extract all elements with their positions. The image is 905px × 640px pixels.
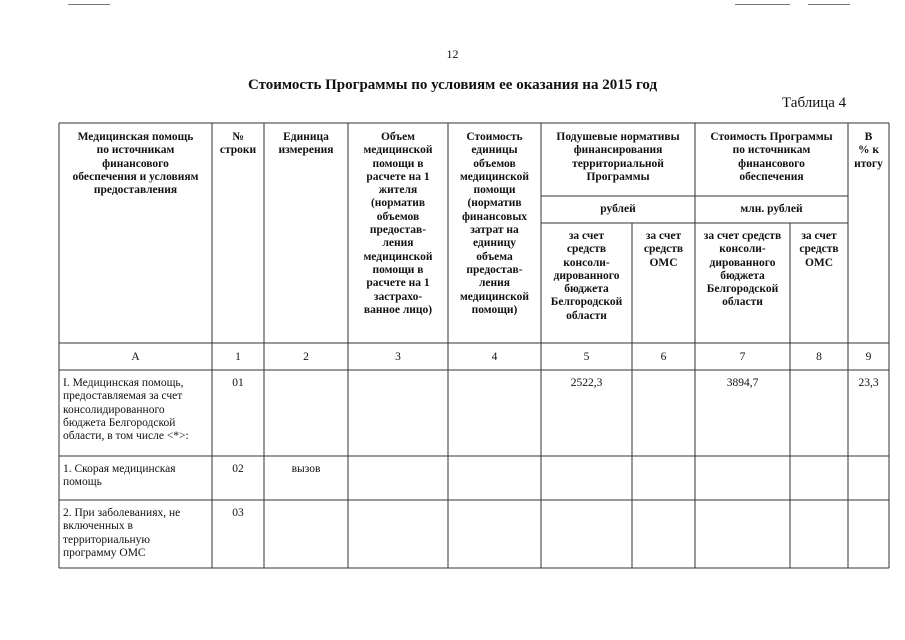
row-01-line-number: 01 xyxy=(232,377,244,389)
header-program-cost-group: Стоимость Программы по источникам финансового обеспечения xyxy=(710,131,833,183)
row-03-name: 2. При заболеваниях, не включенных в территориальную программу ОМС xyxy=(63,507,181,559)
table-label: Таблица 4 xyxy=(782,95,847,111)
document-title: Стоимость Программы по условиям ее оказания на 2015 год xyxy=(247,77,658,93)
header-per-capita-budget: за счет средств консоли- дированного бюджета Белгородской области xyxy=(550,230,623,322)
row-03-line-number: 03 xyxy=(232,507,244,519)
column-number-3: 3 xyxy=(395,351,401,363)
page-number: 12 xyxy=(446,47,459,61)
header-unit-rubles: рублей xyxy=(600,203,636,215)
header-unit-cost: Стоимость единицы объемов медицинской помощи (норматив финансовых затрат на единицу объема предостав- ления медицинской помощи) xyxy=(459,131,530,316)
column-number-5: 5 xyxy=(583,351,590,363)
scan-mark-left xyxy=(68,4,110,5)
scan-mark-right-2 xyxy=(808,4,850,5)
row-01-cost-budget: 3894,7 xyxy=(726,377,759,389)
column-number-8: 8 xyxy=(816,351,822,363)
column-number-2: 2 xyxy=(303,351,309,363)
header-unit-mln-rubles: млн. рублей xyxy=(740,203,803,215)
header-cost-oms: за счет средств ОМС xyxy=(799,230,839,269)
header-line-number: № строки xyxy=(219,131,257,157)
column-number-9: 9 xyxy=(865,351,872,363)
row-02-name: 1. Скорая медицинская помощь xyxy=(63,463,176,489)
header-source-conditions: Медицинская помощь по источникам финансового обеспечения и условиям предоставления xyxy=(72,131,199,197)
column-number-4: 4 xyxy=(491,351,498,363)
header-percent-total: В % к итогу xyxy=(854,131,883,170)
row-01-per-capita-budget: 2522,3 xyxy=(570,377,603,389)
header-volume: Объем медицинской помощи в расчете на 1 жителя (норматив объемов предостав- ления медицинской помощи в расчете на 1 застрахо- ванное лицо) xyxy=(363,131,433,316)
header-per-capita-oms: за счет средств ОМС xyxy=(643,230,684,269)
column-number-7: 7 xyxy=(739,351,746,363)
header-per-capita-group: Подушевые нормативы финансирования территориальной Программы xyxy=(556,131,680,183)
column-number-1: 1 xyxy=(235,351,241,363)
column-number-6: 6 xyxy=(660,351,667,363)
row-02-unit: вызов xyxy=(291,463,321,475)
column-number-a: А xyxy=(131,351,140,363)
row-01-name: I. Медицинская помощь, предоставляемая за счет консолидированного бюджета Белгородской области, в том числе <*>: xyxy=(63,377,189,443)
header-cost-budget: за счет средств консоли- дированного бюджета Белгородской области xyxy=(703,230,782,309)
row-02-line-number: 02 xyxy=(232,463,244,475)
scan-mark-right-1 xyxy=(735,4,790,5)
row-01-percent: 23,3 xyxy=(858,377,879,389)
header-unit: Единица измерения xyxy=(278,131,334,157)
